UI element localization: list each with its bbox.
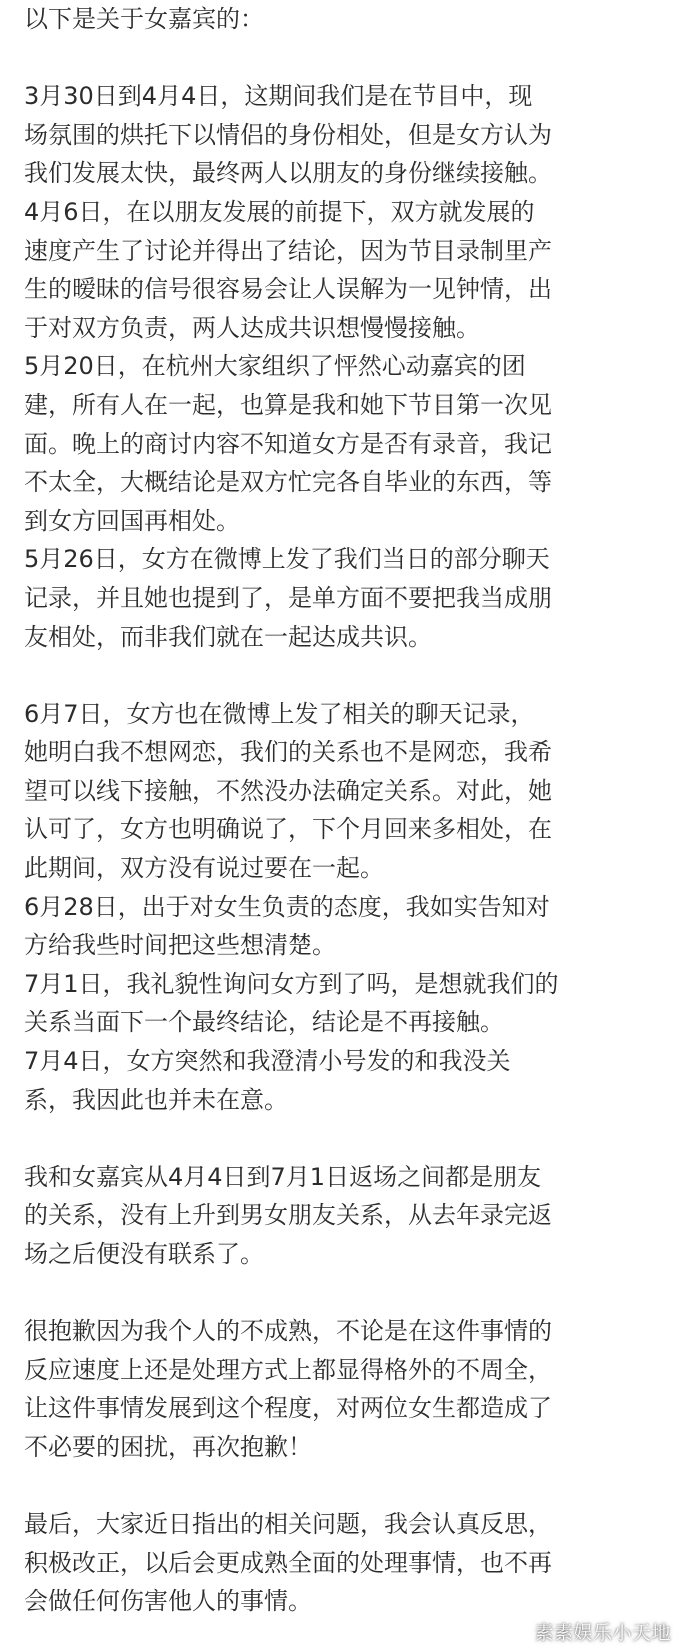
text-line: 认可了，女方也明确说了，下个月回来多相处，在 bbox=[24, 815, 552, 844]
text-line: 于对双方负责，两人达成共识想慢慢接触。 bbox=[24, 313, 480, 342]
text-line: 不必要的困扰，再次抱歉！ bbox=[24, 1432, 312, 1461]
text-line: 让这件事情发展到这个程度，对两位女生都造成了 bbox=[24, 1394, 552, 1423]
text-line: 系，我因此也并未在意。 bbox=[24, 1085, 288, 1114]
text-line: 场之后便没有联系了。 bbox=[24, 1240, 264, 1268]
text-line: 场氛围的烘托下以情侣的身份相处，但是女方认为 bbox=[24, 120, 552, 149]
text-line: 会做任何伤害他人的事情。 bbox=[24, 1587, 312, 1616]
blank-line bbox=[24, 39, 674, 78]
text-line: 不太全，大概结论是双方忙完各自毕业的东西，等 bbox=[24, 468, 552, 497]
text-line: 生的暧昧的信号很容易会让人误解为一见钟情，出 bbox=[24, 275, 552, 304]
text-line: 记录，并且她也提到了，是单方面不要把我当成朋 bbox=[24, 583, 552, 612]
text-line: 她明白我不想网恋，我们的关系也不是网恋，我希 bbox=[24, 738, 552, 767]
text-line: 我们发展太快，最终两人以朋友的身份继续接触。 bbox=[24, 159, 552, 188]
blank-line bbox=[24, 1119, 674, 1158]
text-line: 反应速度上还是处理方式上都显得格外的不周全， bbox=[24, 1355, 552, 1384]
text-line: 建，所有人在一起，也算是我和她下节目第一次见 bbox=[24, 390, 552, 419]
text-line: 以下是关于女嘉宾的： bbox=[24, 5, 264, 33]
text-line: 5月26日，女方在微博上发了我们当日的部分聊天 bbox=[24, 545, 550, 574]
blank-line bbox=[24, 1274, 674, 1313]
text-line: 5月20日，在杭州大家组织了怦然心动嘉宾的团 bbox=[24, 352, 526, 381]
text-line: 关系当面下一个最终结论，结论是不再接触。 bbox=[24, 1008, 504, 1037]
text-line: 7月4日，女方突然和我澄清小号发的和我没关 bbox=[24, 1047, 511, 1076]
text-line: 4月6日，在以朋友发展的前提下，双方就发展的 bbox=[24, 197, 535, 226]
text-line: 面。晚上的商讨内容不知道女方是否有录音，我记 bbox=[24, 429, 552, 458]
text-line: 望可以线下接触，不然没办法确定关系。对此，她 bbox=[24, 776, 552, 805]
text-line: 的关系，没有上升到男女朋友关系，从去年录完返 bbox=[24, 1201, 552, 1230]
text-line: 此期间，双方没有说过要在一起。 bbox=[24, 854, 384, 883]
text-line: 6月28日，出于对女生负责的态度，我如实告知对 bbox=[24, 892, 550, 921]
watermark: 素素娱乐小天地 bbox=[534, 1622, 671, 1644]
blank-line bbox=[24, 1467, 674, 1506]
blank-line bbox=[24, 656, 674, 695]
text-line: 友相处，而非我们就在一起达成共识。 bbox=[24, 622, 432, 651]
text-line: 3月30日到4月4日，这期间我们是在节目中，现 bbox=[24, 82, 533, 111]
text-line: 6月7日，女方也在微博上发了相关的聊天记录， bbox=[24, 699, 535, 728]
text-line: 很抱歉因为我个人的不成熟，不论是在这件事情的 bbox=[24, 1317, 552, 1346]
text-line: 7月1日，我礼貌性询问女方到了吗，是想就我们的 bbox=[24, 969, 559, 998]
text-line: 速度产生了讨论并得出了结论，因为节目录制里产 bbox=[24, 236, 552, 265]
text-line: 到女方回国再相处。 bbox=[24, 506, 240, 535]
statement-text bbox=[24, 0, 674, 1621]
text-line: 我和女嘉宾从4月4日到7月1日返场之间都是朋友 bbox=[24, 1162, 542, 1191]
text-line: 积极改正，以后会更成熟全面的处理事情，也不再 bbox=[24, 1548, 552, 1577]
text-line: 方给我些时间把这些想清楚。 bbox=[24, 931, 336, 960]
text-line: 最后，大家近日指出的相关问题，我会认真反思， bbox=[24, 1510, 552, 1539]
